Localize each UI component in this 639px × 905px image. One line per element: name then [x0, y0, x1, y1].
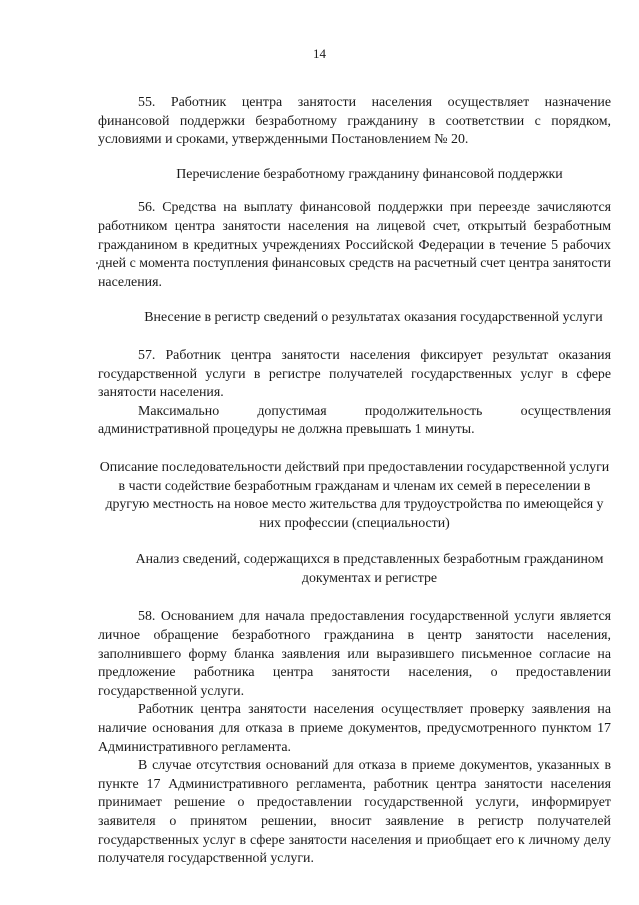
heading-transfer-support: Перечисление безработному гражданину финансовой поддержки	[176, 166, 563, 182]
paragraph-58: 58. Основанием для начала предоставления государственной услуги является личное обращение безработного гражданина в центр занятости населения, заполнившего форму бланка заявления или выразившего письменное согласие на предложение работника центра занятости населения, о предоставлении государственной услуги.	[98, 609, 611, 699]
paragraph-58-check: Работник центра занятости населения осуществляет проверку заявления на наличие основания для отказа в приеме документов, предусмотренного пунктом 17 Административного регламента.	[98, 702, 611, 755]
scan-speck	[96, 262, 98, 264]
paragraph-57: 57. Работник центра занятости населения фиксирует результат оказания государственной услуги в регистре получателей государственных услуг в сфере занятости населения.	[98, 347, 611, 401]
paragraph-58-decision: В случае отсутствия оснований для отказа в приеме документов, указанных в пункте 17 Административного регламента, работник центра занятости населения принимает решение о предоставлении государственной услуги, информирует заявителя о принятом решении, вносит заявление в регистр получателей государственных услуг в сфере занятости населения и приобщает его к личному делу получателя государственной услуги.	[98, 758, 611, 867]
heading-action-sequence: Описание последовательности действий при предоставлении государственной услуги в части содействие безработным гражданам и членам их семей в переселении в другую местность на новое место жительства для трудоустройства по имеющейся у них профессии (специальности)	[99, 459, 610, 531]
paragraph-56: 56. Средства на выплату финансовой поддержки при переезде зачисляются работником центра занятости населения на лицевой счет, открытый безработным гражданином в кредитных учреждениях Российской Федерации в течение 5 рабочих дней с момента поступления финансовых средств на расчетный счет центра занятости населения.	[98, 200, 611, 290]
heading-register-results: Внесение в регистр сведений о результатах оказания государственной услуги	[144, 310, 603, 326]
document-body	[98, 94, 611, 869]
page-number: 14	[313, 46, 326, 61]
paragraph-57-duration: Максимально допустимая продолжительность осуществления административной процедуры не должна превышать 1 минуты.	[98, 403, 611, 438]
paragraph-55: 55. Работник центра занятости населения осуществляет назначение финансовой поддержки безработному гражданину в соответствии с порядком, условиями и сроками, утвержденными Постановлением № 20.	[98, 95, 611, 148]
heading-document-analysis: Анализ сведений, содержащихся в представленных безработным гражданином документах и регистре	[135, 552, 604, 586]
